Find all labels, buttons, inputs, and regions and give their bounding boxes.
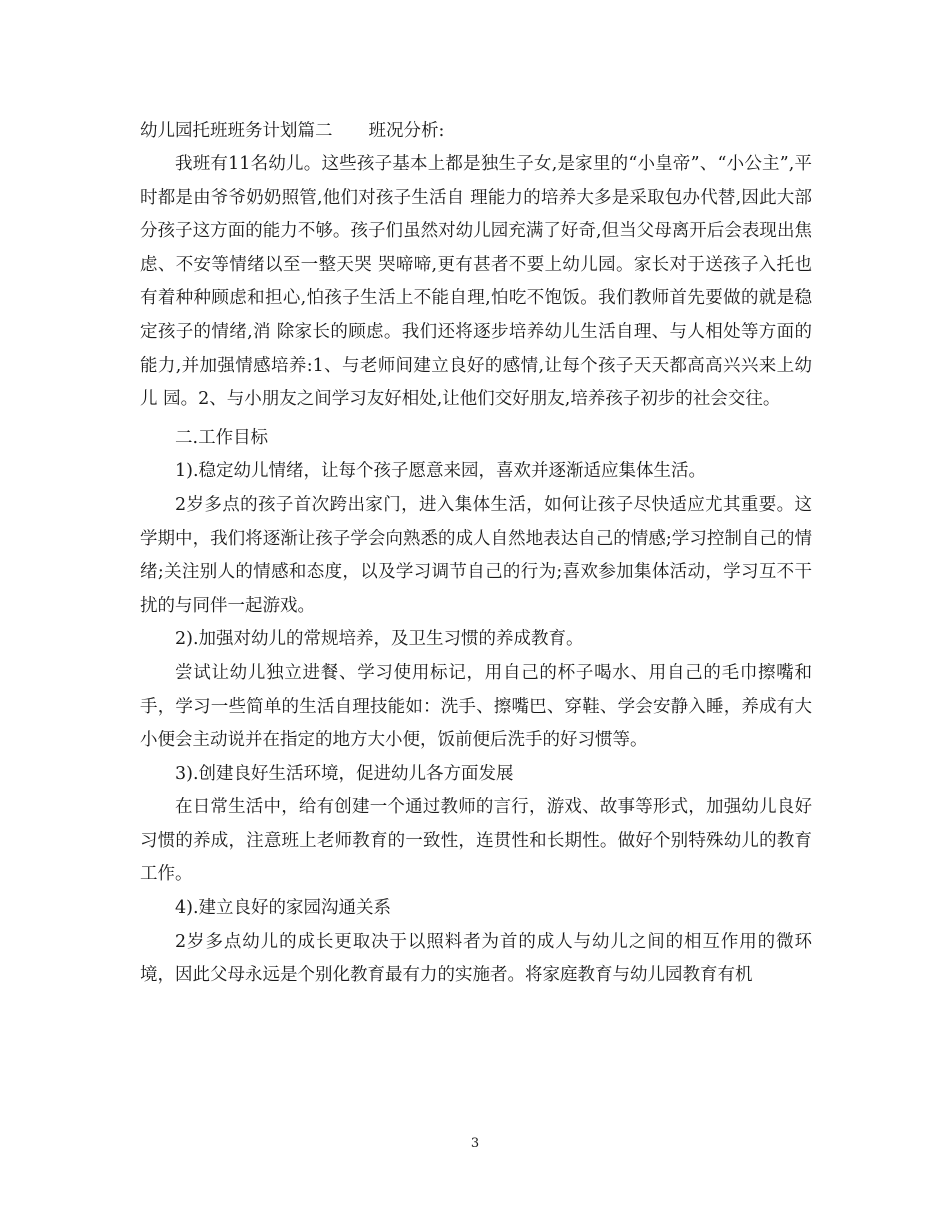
goal-paragraph-3: 在日常生活中，给有创建一个通过教师的言行，游戏、故事等形式，加强幼儿良好习惯的养成，注意班上老师教育的一致性，连贯性和长期性。做好个别特殊幼儿的教育工作。: [140, 797, 812, 885]
goal-paragraph-2: 尝试让幼儿独立进餐、学习使用标记，用自己的杯子喝水、用自己的毛巾擦嘴和手，学习一些简单的生活自理技能如：洗手、擦嘴巴、穿鞋、学会安静入睡，养成有大小便会主动说并在指定的地方大小便，饭前便后洗手的好习惯等。: [140, 662, 812, 751]
document-subtitle: 班况分析:: [368, 121, 445, 141]
goal-paragraph-4: 2岁多点幼儿的成长更取决于以照料者为首的成人与幼儿之间的相互作用的微环境，因此父母永远是个别化教育最有力的实施者。将家庭教育与幼儿园教育有机: [140, 931, 812, 986]
goal-heading-4: 4).建立良好的家园沟通关系: [175, 898, 392, 919]
goal-paragraph-1: 2岁多点的孩子首次跨出家门，进入集体生活，如何让孩子尽快适应尤其重要。这学期中，我们将逐渐让孩子学会向熟悉的成人自然地表达自己的情感;学习控制自己的情绪;关注别人的情感和态度，以及学习调节自己的行为;喜欢参加集体活动，学习互不干扰的与同伴一起游戏。: [140, 494, 812, 616]
goal-heading-2: 2).加强对幼儿的常规培养，及卫生习惯的养成教育。: [175, 629, 584, 650]
paragraph-class-analysis: 我班有11名幼儿。这些孩子基本上都是独生子女,是家里的“小皇帝”、“小公主”,平时都是由爷爷奶奶照管,他们对孩子生活自 理能力的培养大多是采取包办代替,因此大部分孩子这方面的能力不够。孩子们虽然对幼儿园充满了好奇,但当父母离开后会表现出焦虑、不安等情绪以至一整天哭 哭啼啼,更有甚者不要上幼儿园。家长对于送孩子入托也有着种种顾虑和担心,怕孩子生活上不能自理,怕吃不饱饭。我们教师首先要做的就是稳定孩子的情绪,消 除家长的顾虑。我们还将逐步培养幼儿生活自理、与人相处等方面的能力,并加强情感培养:1、与老师间建立良好的感情,让每个孩子天天都高高兴兴来上幼儿 园。2、与小朋友之间学习友好相处,让他们交好朋友,培养孩子初步的社会交往。: [140, 154, 812, 410]
goal-heading-1: 1).稳定幼儿情绪，让每个孩子愿意来园，喜欢并逐渐适应集体生活。: [175, 461, 707, 482]
goal-heading-3: 3).创建良好生活环境，促进幼儿各方面发展: [175, 763, 514, 784]
section-heading-work-goals: 二.工作目标: [175, 427, 269, 448]
document-title-line: [140, 116, 812, 146]
document-title: 幼儿园托班班务计划篇二: [140, 121, 333, 141]
document-body: [140, 116, 812, 993]
page-number: 3: [470, 1136, 480, 1151]
